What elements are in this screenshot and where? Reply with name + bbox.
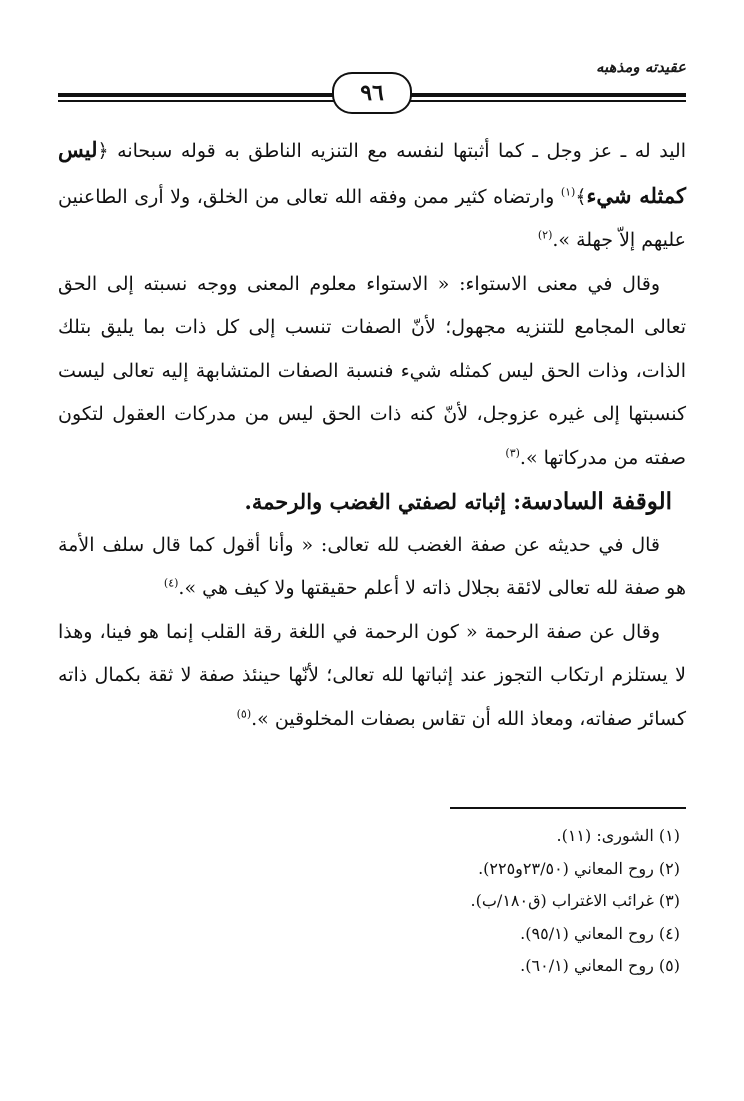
paragraph-2 (58, 263, 686, 481)
footnote-ref: (٥) (236, 707, 252, 721)
footnote-1: (١) الشورى: (١١). (556, 826, 680, 845)
main-text (58, 128, 686, 741)
section-heading-lead: الوقفة السادسة (520, 488, 672, 515)
footnotes (58, 820, 680, 983)
page-number: ٩٦ (332, 72, 412, 114)
section-heading-rest: : إثباته لصفتي الغضب والرحمة. (244, 489, 521, 514)
text-run: وارتضاه كثير ممن وفقه الله تعالى من الخلق، ولا أرى الطاعنين عليهم إلاّ جهلة ». (58, 185, 686, 251)
paragraph-3 (58, 524, 686, 611)
paragraph-4 (58, 611, 686, 742)
footnote-5: (٥) روح المعاني (٦٠/١). (520, 956, 680, 975)
text-run: وقال عن صفة الرحمة « كون الرحمة في اللغة رقة القلب إنما هو فينا، وهذا لا يستلزم ارتكاب التجوز عند إثباتها لله تعالى؛ لأنّها حينئذ صفة لا ثقة بكمال ذاته كسائر صفاته، ومعاذ الله أن تقاس بصفات المخلوقين ». (58, 620, 686, 730)
section-heading (58, 480, 686, 524)
footnote-ref: (١) (560, 185, 576, 199)
quran-quote: ليس كمثله شيء (58, 137, 686, 208)
paragraph-1 (58, 128, 686, 263)
text-run: وقال في معنى الاستواء: « الاستواء معلوم المعنى ووجه نسبته إلى الحق تعالى المجامع للتنزيه مجهول؛ لأنّ الصفات تنسب إلى كل ذات بما يليق بتلك الذات، وذات الحق ليس كمثله شيء فنسبة الصفات المتشابهة إليه تعالى ليست كنسبتها إلى غيره عزوجل، لأنّ كنه ذات الحق ليس من مدركات العقول لتكون صفته من مدركاتها ». (58, 272, 686, 469)
footnote-separator (450, 807, 686, 809)
text-run: ﴾ (575, 185, 587, 208)
running-head: عقيدته ومذهبه (595, 58, 686, 76)
footnote-ref: (٣) (505, 446, 520, 460)
footnote-4: (٤) روح المعاني (٩٥/١). (520, 923, 680, 943)
footnote-2: (٢) روح المعاني (٢٣/٥٠و٢٢٥). (478, 858, 680, 878)
text-run: قال في حديثه عن صفة الغضب لله تعالى: « وأنا أقول كما قال سلف الأمة هو صفة لله تعالى لائقة بجلال ذاته لا أعلم حقيقتها ولا كيف هي ». (58, 533, 686, 599)
footnote-ref: (٢) (537, 228, 553, 242)
text-run: اليد له ـ عز وجل ـ كما أثبتها لنفسه مع التنزيه الناطق به قوله سبحانه ﴿ (97, 140, 686, 162)
footnote-3: (٣) غرائب الاغتراب (ق١٨٠/ب). (470, 891, 680, 910)
footnote-ref: (٤) (163, 576, 179, 590)
